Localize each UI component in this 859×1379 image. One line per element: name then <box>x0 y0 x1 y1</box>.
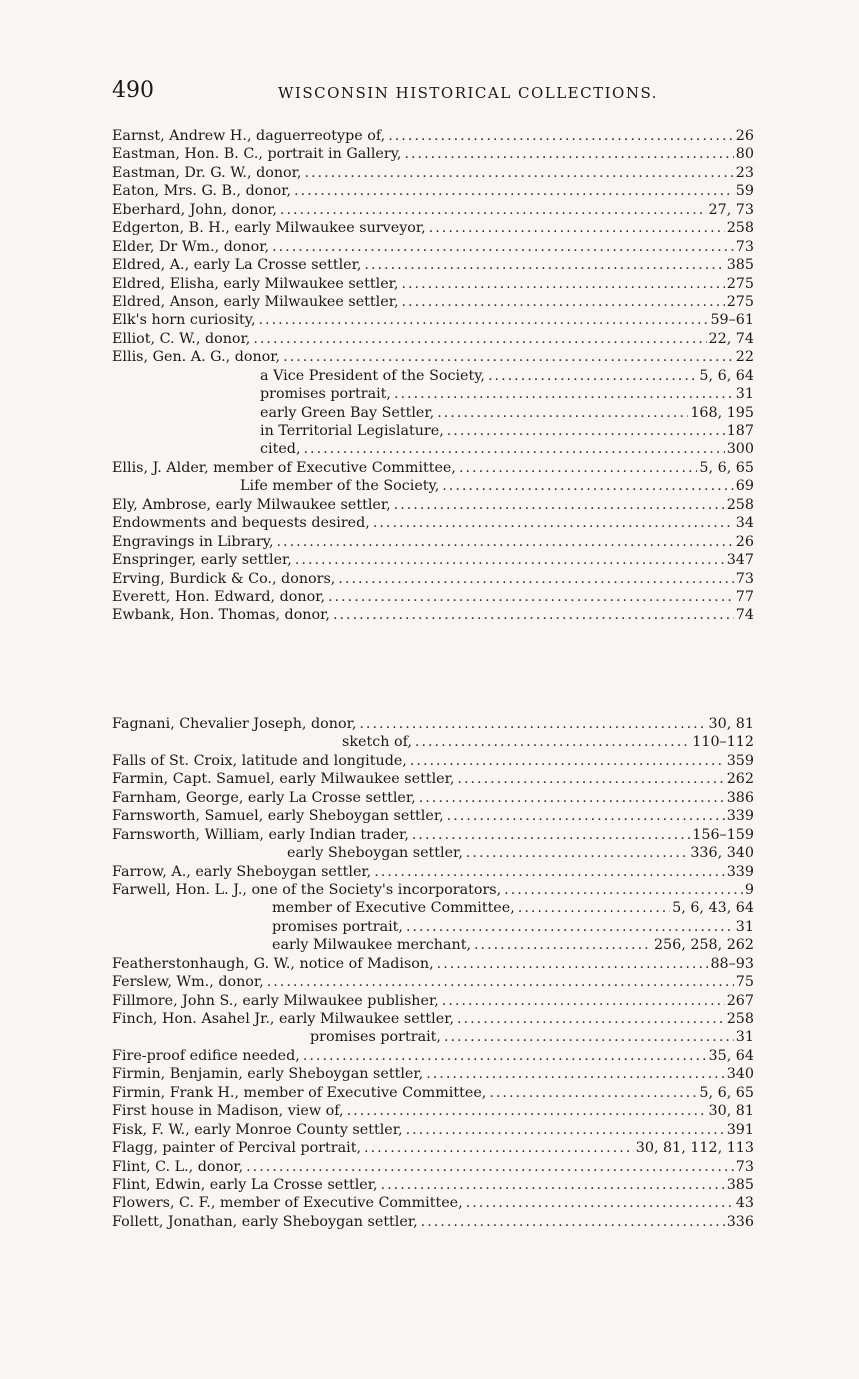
entry-text-wrap <box>112 330 707 348</box>
entry-text: Earnst, Andrew H., daguerreotype of, <box>112 128 386 144</box>
entry-pages: 31 <box>735 386 754 403</box>
entry-text: Ellis, J. Alder, member of Executive Committee, <box>112 459 456 476</box>
dot-leader <box>486 1084 697 1102</box>
dot-leader <box>391 385 734 403</box>
index-entry <box>112 422 754 440</box>
entry-text: Erving, Burdick & Co., donors, <box>112 570 336 587</box>
index-entry <box>112 1158 754 1176</box>
dot-leader <box>256 311 709 329</box>
index-entry <box>112 936 754 954</box>
dot-leader <box>485 367 697 385</box>
entry-pages: 386 <box>726 789 754 806</box>
index-entry <box>112 238 754 256</box>
index-entry <box>112 918 754 936</box>
dot-leader <box>300 1047 707 1065</box>
index-entry <box>112 881 754 899</box>
index-section-e <box>112 127 754 625</box>
index-entry <box>112 293 754 311</box>
index-entry <box>112 1047 754 1065</box>
index-entry <box>112 789 754 807</box>
entry-pages: 262 <box>726 771 754 788</box>
dot-leader <box>463 1194 734 1212</box>
index-entry <box>112 733 754 751</box>
entry-text: Ellis, Gen. A. G., donor, <box>112 349 281 366</box>
entry-text: Enspringer, early settler, <box>112 552 292 569</box>
index-entry <box>112 440 754 458</box>
entry-pages: 5, 6, 65 <box>699 459 754 476</box>
index-entry <box>112 973 754 991</box>
entry-pages: 77 <box>735 588 754 605</box>
dot-leader <box>300 440 724 458</box>
index-entry <box>112 275 754 293</box>
entry-pages: 267 <box>726 992 754 1009</box>
entry-text: Farnsworth, William, early Indian trader, <box>112 826 409 843</box>
entry-text: sketch of, <box>342 734 412 751</box>
entry-text: First house in Madison, view of, <box>112 1103 344 1120</box>
dot-leader <box>398 275 724 293</box>
entry-text: Edgerton, B. H., early Milwaukee surveyor, <box>112 220 426 237</box>
entry-text-wrap <box>112 881 743 899</box>
entry-text: Eastman, Hon. B. C., portrait in Gallery, <box>112 146 402 163</box>
dot-leader <box>416 789 725 807</box>
entry-pages: 31 <box>735 1029 754 1046</box>
entry-text: Farmin, Capt. Samuel, early Milwaukee settler, <box>112 771 455 788</box>
index-entry <box>112 219 754 237</box>
entry-text-wrap <box>240 477 734 495</box>
entry-text-wrap <box>112 1102 707 1120</box>
entry-pages: 35, 64 <box>708 1047 754 1064</box>
page-number: 490 <box>112 78 154 103</box>
index-entry <box>112 164 754 182</box>
index-entry <box>112 899 754 917</box>
entry-text: promises portrait, <box>310 1029 441 1046</box>
entry-text-wrap <box>112 789 725 807</box>
entry-text-wrap <box>260 367 697 385</box>
entry-text-wrap <box>112 1065 725 1083</box>
entry-text-wrap <box>310 1028 734 1046</box>
entry-text: Fagnani, Chevalier Joseph, donor, <box>112 716 357 732</box>
entry-text-wrap <box>112 1047 707 1065</box>
dot-leader <box>444 422 725 440</box>
dot-leader <box>434 955 709 973</box>
entry-text-wrap <box>112 293 725 311</box>
dot-leader <box>277 201 707 219</box>
index-entry <box>112 1065 754 1083</box>
entry-pages: 80 <box>735 146 754 163</box>
index-entry <box>112 459 754 477</box>
entry-pages: 31 <box>735 918 754 935</box>
entry-text: Farrow, A., early Sheboygan settler, <box>112 863 372 880</box>
entry-pages: 256, 258, 262 <box>653 937 754 954</box>
dot-leader <box>370 514 734 532</box>
entry-text-wrap <box>112 752 725 770</box>
entry-text-wrap <box>260 422 725 440</box>
index-entry <box>112 367 754 385</box>
entry-text: Flint, C. L., donor, <box>112 1158 244 1175</box>
entry-text-wrap <box>272 899 670 917</box>
entry-text: cited, <box>260 441 301 458</box>
entry-pages: 34 <box>735 515 754 532</box>
entry-text-wrap <box>260 404 688 422</box>
dot-leader <box>403 1121 725 1139</box>
index-entry <box>112 1028 754 1046</box>
entry-text-wrap <box>112 533 734 551</box>
entry-text: Eldred, Anson, early Milwaukee settler, <box>112 293 399 310</box>
entry-pages: 340 <box>726 1066 754 1083</box>
entry-text: promises portrait, <box>272 918 403 935</box>
index-entry <box>112 1194 754 1212</box>
entry-text: Ferslew, Wm., donor, <box>112 974 264 991</box>
dot-leader <box>378 1176 725 1194</box>
dot-leader <box>292 551 725 569</box>
dot-leader <box>423 1065 725 1083</box>
entry-text-wrap <box>112 311 708 329</box>
entry-pages: 73 <box>735 238 754 255</box>
entry-pages: 26 <box>735 128 754 144</box>
index-entry <box>112 145 754 163</box>
index-entry <box>112 385 754 403</box>
entry-pages: 258 <box>726 1011 754 1027</box>
dot-leader <box>401 145 733 163</box>
entry-text: Elder, Dr Wm., donor, <box>112 238 270 255</box>
entry-text-wrap <box>112 570 734 588</box>
entry-text-wrap <box>112 1158 734 1176</box>
entry-pages: 347 <box>726 552 754 569</box>
entry-text: early Milwaukee merchant, <box>272 937 471 954</box>
entry-text: early Sheboygan settler, <box>287 845 463 862</box>
entry-pages: 275 <box>726 275 754 292</box>
entry-pages: 23 <box>735 164 754 181</box>
dot-leader <box>330 606 734 624</box>
dot-leader <box>418 1213 725 1231</box>
entry-text: in Territorial Legislature, <box>260 423 444 439</box>
entry-pages: 339 <box>726 863 754 880</box>
entry-text-wrap <box>112 145 734 163</box>
entry-text: Elk's horn curiosity, <box>112 312 256 329</box>
entry-text-wrap <box>112 275 725 293</box>
entry-text-wrap <box>272 918 734 936</box>
entry-text: Flowers, C. F., member of Executive Committee, <box>112 1195 463 1212</box>
entry-text: Falls of St. Croix, latitude and longitude, <box>112 752 407 769</box>
dot-leader <box>356 715 706 733</box>
entry-text: Ely, Ambrose, early Milwaukee settler, <box>112 496 391 513</box>
entry-text-wrap <box>272 936 652 954</box>
entry-text-wrap <box>112 459 697 477</box>
entry-text-wrap <box>112 973 734 991</box>
index-entry <box>112 1102 754 1120</box>
entry-pages: 359 <box>726 752 754 769</box>
dot-leader <box>269 238 734 256</box>
index-entry <box>112 514 754 532</box>
entry-pages: 59 <box>735 183 754 200</box>
entry-pages: 391 <box>726 1121 754 1138</box>
index-entry <box>112 404 754 422</box>
entry-text: Eaton, Mrs. G. B., donor, <box>112 183 292 200</box>
entry-text-wrap <box>112 164 734 182</box>
entry-text-wrap <box>112 201 707 219</box>
index-entry <box>112 1176 754 1194</box>
dot-leader <box>434 404 688 422</box>
entry-text-wrap <box>112 1176 725 1194</box>
dot-leader <box>274 533 734 551</box>
entry-pages: 187 <box>726 423 754 439</box>
entry-text-wrap <box>112 127 734 145</box>
entry-text: Fisk, F. W., early Monroe County settler, <box>112 1121 403 1138</box>
entry-text: Life member of the Society, <box>240 478 440 495</box>
dot-leader <box>501 881 743 899</box>
entry-text: promises portrait, <box>260 386 391 403</box>
entry-text: early Green Bay Settler, <box>260 404 435 421</box>
entry-pages: 110–112 <box>692 734 754 751</box>
entry-text-wrap <box>112 1213 725 1231</box>
entry-text: Engravings in Library, <box>112 533 274 550</box>
dot-leader <box>426 219 725 237</box>
index-entry <box>112 826 754 844</box>
entry-pages: 74 <box>735 607 754 624</box>
entry-text: Firmin, Benjamin, early Sheboygan settler, <box>112 1066 424 1083</box>
entry-text: Featherstonhaugh, G. W., notice of Madison, <box>112 955 434 972</box>
entry-pages: 27, 73 <box>708 201 754 218</box>
entry-text: Ewbank, Hon. Thomas, donor, <box>112 607 330 624</box>
index-entry <box>112 752 754 770</box>
dot-leader <box>243 1158 734 1176</box>
index-entry <box>112 770 754 788</box>
index-entry <box>112 330 754 348</box>
index-entry <box>112 606 754 624</box>
index-entry <box>112 477 754 495</box>
entry-pages: 275 <box>726 293 754 310</box>
index-entry <box>112 182 754 200</box>
entry-pages: 30, 81 <box>708 716 754 732</box>
dot-leader <box>407 752 725 770</box>
entry-text-wrap <box>112 863 725 881</box>
entry-text: a Vice President of the Society, <box>260 367 485 384</box>
index-entry <box>112 844 754 862</box>
dot-leader <box>439 477 734 495</box>
entry-text-wrap <box>112 256 725 274</box>
entry-text-wrap <box>112 1010 725 1028</box>
index-section-f <box>112 715 754 1231</box>
index-entry <box>112 533 754 551</box>
entry-pages: 385 <box>726 1176 754 1193</box>
entry-text-wrap <box>112 807 725 825</box>
entry-pages: 258 <box>726 220 754 237</box>
dot-leader <box>515 899 670 917</box>
entry-text-wrap <box>112 770 725 788</box>
entry-pages: 168, 195 <box>690 404 754 421</box>
dot-leader <box>335 570 733 588</box>
entry-text-wrap <box>112 588 734 606</box>
entry-text-wrap <box>112 1139 634 1157</box>
entry-pages: 69 <box>735 478 754 495</box>
index-entry <box>112 1010 754 1028</box>
dot-leader <box>409 826 690 844</box>
dot-leader <box>280 348 734 366</box>
dot-leader <box>454 770 724 788</box>
index-entry <box>112 1139 754 1157</box>
index-entry <box>112 1213 754 1231</box>
entry-pages: 30, 81, 112, 113 <box>635 1140 754 1157</box>
running-title: WISCONSIN HISTORICAL COLLECTIONS. <box>278 84 658 102</box>
dot-leader <box>371 863 724 881</box>
entry-text: Eberhard, John, donor, <box>112 201 277 218</box>
entry-text-wrap <box>342 733 690 751</box>
entry-text-wrap <box>112 238 734 256</box>
dot-leader <box>412 733 690 751</box>
entry-text: Fillmore, John S., early Milwaukee publisher, <box>112 992 439 1009</box>
entry-text: Firmin, Frank H., member of Executive Committee, <box>112 1084 487 1101</box>
entry-pages: 30, 81 <box>708 1103 754 1120</box>
dot-leader <box>454 1010 725 1028</box>
entry-pages: 73 <box>735 1158 754 1175</box>
entry-pages: 9 <box>744 881 754 898</box>
entry-text-wrap <box>260 440 725 458</box>
dot-leader <box>444 807 725 825</box>
entry-text-wrap <box>260 385 734 403</box>
page-header <box>112 78 754 108</box>
index-entry <box>112 127 754 145</box>
entry-text-wrap <box>112 606 734 624</box>
entry-pages: 300 <box>726 441 754 458</box>
index-entry <box>112 570 754 588</box>
entry-text-wrap <box>112 715 707 733</box>
index-entry <box>112 311 754 329</box>
dot-leader <box>439 992 725 1010</box>
entry-text-wrap <box>112 219 725 237</box>
entry-text-wrap <box>112 348 734 366</box>
index-entry <box>112 348 754 366</box>
entry-pages: 22 <box>735 349 754 366</box>
entry-pages: 385 <box>726 257 754 274</box>
entry-text: Farnsworth, Samuel, early Sheboygan settler, <box>112 808 444 825</box>
index-entry <box>112 551 754 569</box>
index-entry <box>112 992 754 1010</box>
entry-text-wrap <box>112 1121 725 1139</box>
entry-text: Flint, Edwin, early La Crosse settler, <box>112 1176 378 1193</box>
dot-leader <box>264 973 734 991</box>
entry-pages: 5, 6, 65 <box>699 1084 754 1101</box>
entry-text-wrap <box>112 514 734 532</box>
entry-text: Eastman, Dr. G. W., donor, <box>112 164 302 181</box>
entry-text-wrap <box>112 551 725 569</box>
entry-text-wrap <box>112 1194 734 1212</box>
entry-text-wrap <box>112 826 690 844</box>
entry-text-wrap <box>112 992 725 1010</box>
entry-text: Everett, Hon. Edward, donor, <box>112 588 326 605</box>
dot-leader <box>463 844 688 862</box>
entry-text: Elliot, C. W., donor, <box>112 330 251 347</box>
entry-text-wrap <box>112 182 734 200</box>
entry-text: Finch, Hon. Asahel Jr., early Milwaukee settler, <box>112 1011 455 1027</box>
dot-leader <box>361 1139 634 1157</box>
entry-text: Farwell, Hon. L. J., one of the Society's incorporators, <box>112 881 502 898</box>
dot-leader <box>391 496 725 514</box>
dot-leader <box>291 182 734 200</box>
index-entry <box>112 1121 754 1139</box>
entry-text: member of Executive Committee, <box>272 900 515 917</box>
index-entry <box>112 807 754 825</box>
entry-text: Farnham, George, early La Crosse settler, <box>112 789 416 806</box>
entry-pages: 88–93 <box>710 955 754 972</box>
dot-leader <box>403 918 734 936</box>
index-entry <box>112 201 754 219</box>
entry-text: Fire-proof edifice needed, <box>112 1047 300 1064</box>
dot-leader <box>325 588 734 606</box>
index-entry <box>112 863 754 881</box>
dot-leader <box>441 1028 734 1046</box>
entry-pages: 336, 340 <box>690 845 754 862</box>
index-entry <box>112 955 754 973</box>
entry-text-wrap <box>287 844 688 862</box>
entry-pages: 339 <box>726 808 754 825</box>
dot-leader <box>250 330 706 348</box>
index-entry <box>112 588 754 606</box>
entry-text-wrap <box>112 955 708 973</box>
entry-pages: 258 <box>726 496 754 513</box>
index-entry <box>112 1084 754 1102</box>
entry-pages: 5, 6, 64 <box>699 367 754 384</box>
dot-leader <box>385 127 734 145</box>
dot-leader <box>361 256 724 274</box>
entry-text: Follett, Jonathan, early Sheboygan settler, <box>112 1213 418 1230</box>
dot-leader <box>399 293 725 311</box>
entry-text: Eldred, A., early La Crosse settler, <box>112 257 362 274</box>
entry-pages: 26 <box>735 533 754 550</box>
entry-text-wrap <box>112 496 725 514</box>
entry-pages: 5, 6, 43, 64 <box>672 900 754 917</box>
dot-leader <box>301 164 733 182</box>
entry-pages: 59–61 <box>710 312 754 329</box>
dot-leader <box>344 1102 707 1120</box>
index-entry <box>112 715 754 733</box>
entry-pages: 75 <box>735 974 754 991</box>
index-entry <box>112 496 754 514</box>
entry-pages: 336 <box>726 1213 754 1230</box>
entry-text: Flagg, painter of Percival portrait, <box>112 1140 362 1157</box>
index-entry <box>112 256 754 274</box>
entry-pages: 73 <box>735 570 754 587</box>
entry-pages: 156–159 <box>692 826 754 843</box>
dot-leader <box>456 459 697 477</box>
entry-text: Endowments and bequests desired, <box>112 515 370 532</box>
entry-pages: 43 <box>735 1195 754 1212</box>
entry-text: Eldred, Elisha, early Milwaukee settler, <box>112 275 399 292</box>
entry-text-wrap <box>112 1084 697 1102</box>
entry-pages: 22, 74 <box>708 330 754 347</box>
dot-leader <box>471 936 652 954</box>
